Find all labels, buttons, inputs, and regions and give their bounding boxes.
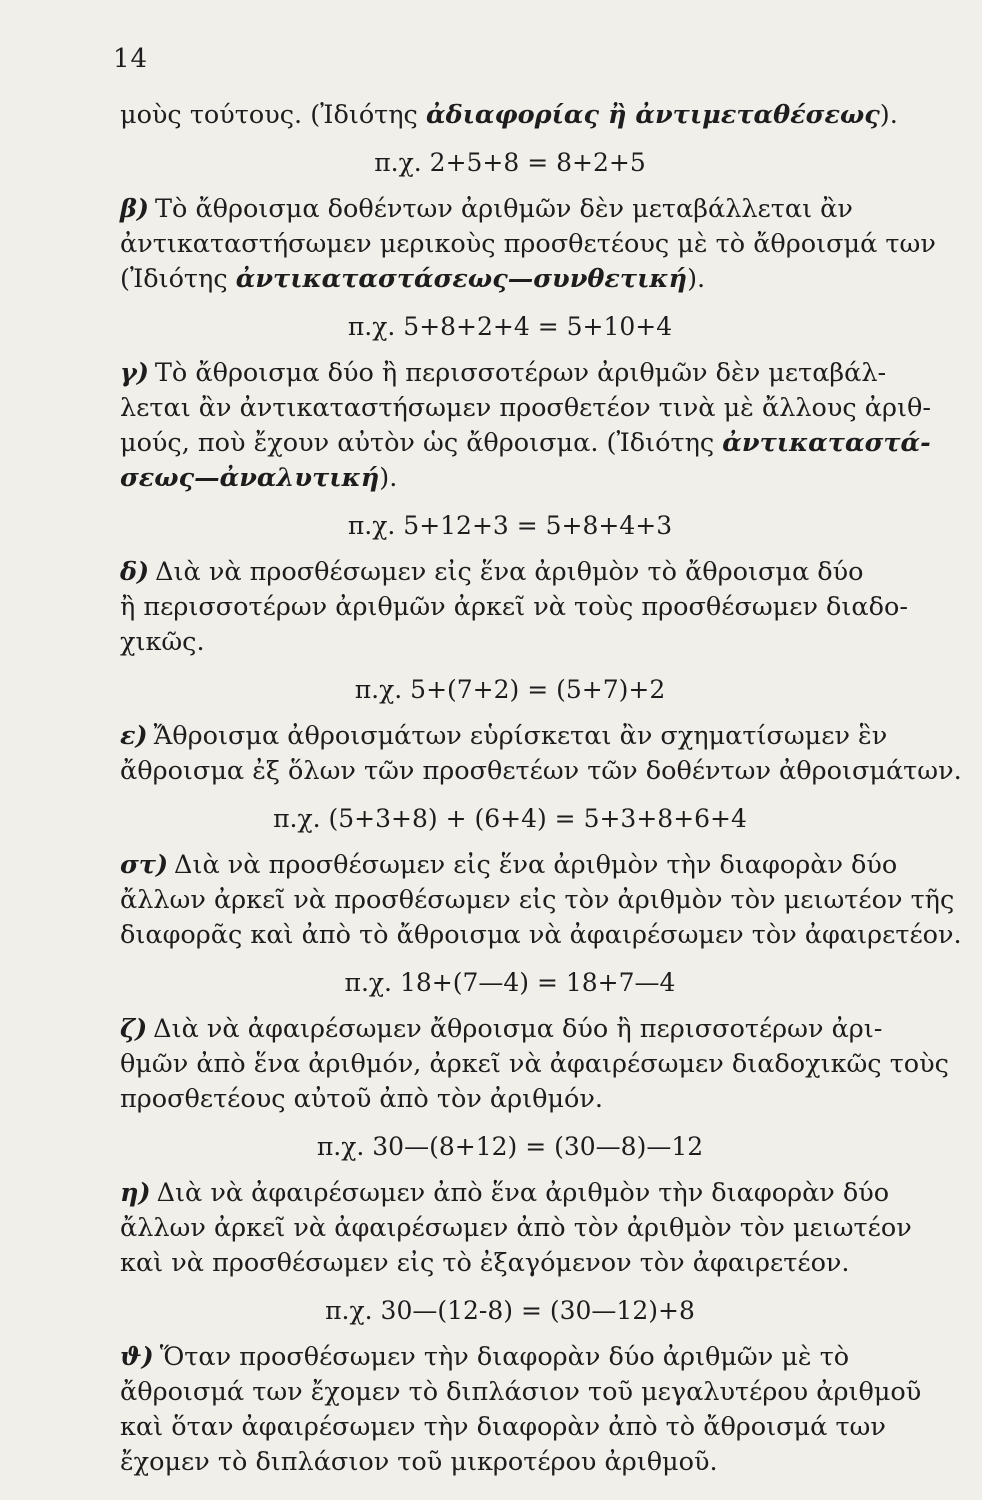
paragraph-intro xyxy=(120,98,900,133)
line: ἄλλων ἀρκεῖ νὰ ἀφαιρέσωμεν ἀπὸ τὸν ἀριθμὸν τὸν μειωτέον xyxy=(120,1213,912,1243)
example-c: π.χ. 5+12+3 = 5+8+4+3 xyxy=(347,511,673,540)
text-body xyxy=(120,98,962,1480)
paragraph-d xyxy=(120,555,908,660)
line: γ) Τὸ ἄθροισμα δύο ἢ περισσοτέρων ἀριθμῶν δὲν μεταβάλ- xyxy=(120,358,887,388)
line: ζ) Διὰ νὰ ἀφαιρέσωμεν ἄθροισμα δύο ἢ περισσοτέρων ἀρι- xyxy=(120,1014,883,1044)
line: (Ἰδιότης ἀντικαταστάσεως—συνθετική). xyxy=(120,264,706,294)
line: διαφορᾶς καὶ ἀπὸ τὸ ἄθροισμα νὰ ἀφαιρέσωμεν τὸν ἀφαιρετέον. xyxy=(120,920,962,950)
example-st: π.χ. 18+(7—4) = 18+7—4 xyxy=(344,968,676,997)
property-name: ἀντικαταστά- xyxy=(722,428,931,458)
paragraph-th xyxy=(120,1340,922,1480)
example-d: π.χ. 5+(7+2) = (5+7)+2 xyxy=(354,675,666,704)
line: ε) Ἄθροισμα ἀθροισμάτων εὑρίσκεται ἂν σχηματίσωμεν ἓν xyxy=(120,721,888,751)
property-name: σεως—ἀναλυτική xyxy=(120,463,380,493)
line: δ) Διὰ νὰ προσθέσωμεν εἰς ἕνα ἀριθμὸν τὸ ἄθροισμα δύο xyxy=(120,557,864,587)
example-h: π.χ. 30—(12-8) = (30—12)+8 xyxy=(325,1296,695,1325)
item-marker: β) xyxy=(120,194,149,224)
paragraph-h xyxy=(120,1176,912,1281)
line: στ) Διὰ νὰ προσθέσωμεν εἰς ἕνα ἀριθμὸν τὴν διαφορὰν δύο xyxy=(120,850,898,880)
item-marker: ε) xyxy=(120,721,148,751)
line: σεως—ἀναλυτική). xyxy=(120,463,398,493)
intro-line: μοὺς τούτους. (Ἰδιότης ἀδιαφορίας ἢ ἀντιμεταθέσεως). xyxy=(120,100,898,130)
line: μούς, ποὺ ἔχουν αὐτὸν ὡς ἄθροισμα. (Ἰδιότης ἀντικαταστά- xyxy=(120,428,931,458)
line: καὶ νὰ προσθέσωμεν εἰς τὸ ἐξαγόμενον τὸν ἀφαιρετέον. xyxy=(120,1248,850,1278)
paragraph-st xyxy=(120,848,962,953)
line: θμῶν ἀπὸ ἕνα ἀριθμόν, ἀρκεῖ νὰ ἀφαιρέσωμεν διαδοχικῶς τοὺς xyxy=(120,1049,949,1079)
paragraph-c xyxy=(120,356,931,496)
line: λεται ἂν ἀντικαταστήσωμεν προσθετέον τινὰ μὲ ἄλλους ἀριθ- xyxy=(120,393,931,423)
item-marker: δ) xyxy=(120,557,150,587)
item-marker: ϑ) xyxy=(120,1342,154,1372)
line: ἄθροισμά των ἔχομεν τὸ διπλάσιον τοῦ μεγαλυτέρου ἀριθμοῦ xyxy=(120,1377,922,1407)
page-number: 14 xyxy=(113,44,149,74)
item-marker: ζ) xyxy=(120,1014,148,1044)
line: ἢ περισσοτέρων ἀριθμῶν ἀρκεῖ νὰ τοὺς προσθέσωμεν διαδο- xyxy=(120,592,908,622)
line: β) Τὸ ἄθροισμα δοθέντων ἀριθμῶν δὲν μεταβάλλεται ἂν xyxy=(120,194,853,224)
line: ἄθροισμα ἐξ ὅλων τῶν προσθετέων τῶν δοθέντων ἀθροισμάτων. xyxy=(120,756,962,786)
line: ἔχομεν τὸ διπλάσιον τοῦ μικροτέρου ἀριθμοῦ. xyxy=(120,1447,718,1477)
line: ϑ) Ὅταν προσθέσωμεν τὴν διαφορὰν δύο ἀριθμῶν μὲ τὸ xyxy=(120,1342,850,1372)
property-name: ἀδιαφορίας ἢ ἀντιμεταθέσεως xyxy=(425,100,880,130)
example-e: π.χ. (5+3+8) + (6+4) = 5+3+8+6+4 xyxy=(273,804,747,833)
example-a: π.χ. 2+5+8 = 8+2+5 xyxy=(374,148,646,177)
line: προσθετέους αὐτοῦ ἀπὸ τὸν ἀριθμόν. xyxy=(120,1084,604,1114)
item-marker: η) xyxy=(120,1178,151,1208)
paragraph-e xyxy=(120,719,962,789)
example-b: π.χ. 5+8+2+4 = 5+10+4 xyxy=(347,312,673,341)
line: ἄλλων ἀρκεῖ νὰ προσθέσωμεν εἰς τὸν ἀριθμὸν τὸν μειωτέον τῆς xyxy=(120,885,955,915)
property-name: ἀντικαταστάσεως—συνθετική xyxy=(235,264,688,294)
example-z: π.χ. 30—(8+12) = (30—8)—12 xyxy=(316,1132,704,1161)
line: ἀντικαταστήσωμεν μερικοὺς προσθετέους μὲ τὸ ἄθροισμά των xyxy=(120,229,936,259)
paragraph-z xyxy=(120,1012,949,1117)
item-marker: γ) xyxy=(120,358,149,388)
line: χικῶς. xyxy=(120,627,205,657)
item-marker: στ) xyxy=(120,850,169,880)
line: η) Διὰ νὰ ἀφαιρέσωμεν ἀπὸ ἕνα ἀριθμὸν τὴν διαφορὰν δύο xyxy=(120,1178,890,1208)
paragraph-b xyxy=(120,192,936,297)
line: καὶ ὅταν ἀφαιρέσωμεν τὴν διαφορὰν ἀπὸ τὸ ἄθροισμά των xyxy=(120,1412,886,1442)
